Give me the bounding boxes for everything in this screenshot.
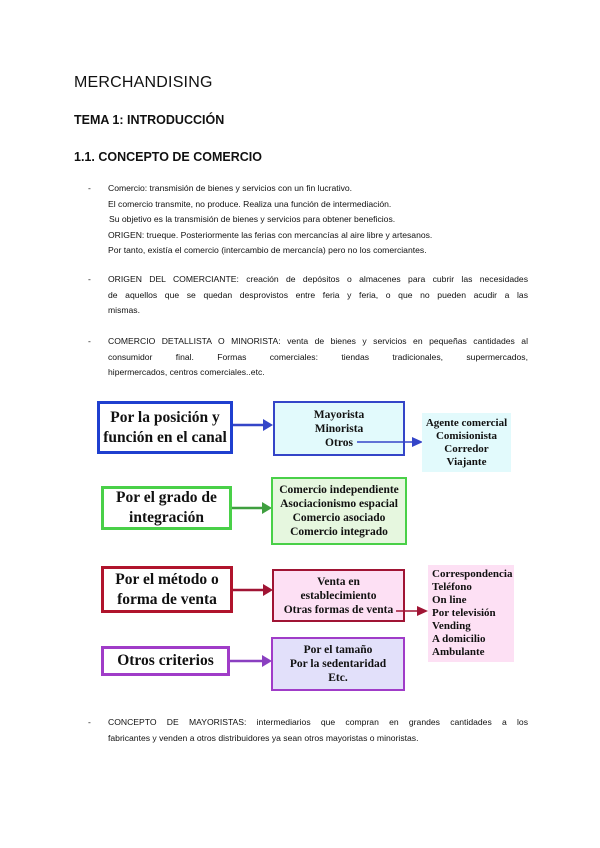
bullet-mayoristas xyxy=(88,715,528,746)
bullet-line: mismas. xyxy=(108,305,140,316)
type-item: Comercio integrado xyxy=(290,526,388,538)
bullet-line: CONCEPTO DE MAYORISTAS: intermediarios que compran en grandes cantidades a los xyxy=(108,717,528,727)
category-label: forma de venta xyxy=(117,590,217,608)
category-label: Por el método o xyxy=(115,570,219,588)
type-item: Por la sedentaridad xyxy=(289,658,387,670)
arrow-row2 xyxy=(232,501,272,515)
arrow-row4 xyxy=(230,654,272,668)
category-label: Por la posición y xyxy=(110,408,220,426)
category-box-sales-method xyxy=(101,566,233,613)
type-item: Mayorista xyxy=(313,408,365,421)
category-label: integración xyxy=(129,509,204,526)
type-item: Asociacionismo espacial xyxy=(280,498,398,510)
subtypes-box-agents xyxy=(422,413,511,472)
subtype-item: Viajante xyxy=(446,455,487,468)
types-box-integration xyxy=(271,477,407,545)
arrow-row1 xyxy=(233,418,273,432)
subtype-item: Correspondencia xyxy=(432,568,513,580)
document-title: MERCHANDISING xyxy=(74,74,213,91)
subtype-item: Por televisión xyxy=(432,607,496,619)
type-item: Por el tamaño xyxy=(303,644,373,656)
type-item: Otros xyxy=(325,436,353,449)
bullet-line: ORIGEN DEL COMERCIANTE: creación de depósitos o almacenes para cubrir las necesidades xyxy=(108,274,528,284)
arrow-otros xyxy=(357,436,423,448)
type-item: Comercio independiente xyxy=(279,484,399,496)
section-heading: 1.1. CONCEPTO DE COMERCIO xyxy=(74,150,262,164)
category-box-integration xyxy=(101,486,232,530)
category-box-other-criteria xyxy=(101,646,230,676)
bullet-line: Por tanto, existía el comercio (intercambio de mercancía) pero no los comerciantes. xyxy=(108,245,427,256)
topic-heading: TEMA 1: INTRODUCCIÓN xyxy=(74,113,225,127)
types-box-other-criteria xyxy=(271,637,405,691)
type-item: Otras formas de venta xyxy=(283,603,394,616)
bullet-line: Su objetivo es la transmisión de bienes y servicios para obtener beneficios. xyxy=(109,214,396,225)
subtype-item: On line xyxy=(432,594,467,606)
type-item: Minorista xyxy=(314,422,364,435)
subtype-item: A domicilio xyxy=(432,633,486,645)
bullet-dash: - xyxy=(88,274,91,284)
bullet-line: de aquellos que se quedan desprovistos entre feria y feria, o que no pueden acudir a las xyxy=(108,289,528,300)
bullet-line: Comercio: transmisión de bienes y servicios con un fin lucrativo. xyxy=(108,183,353,193)
bullet-dash: - xyxy=(88,183,91,193)
subtypes-box-remote-sales xyxy=(428,565,514,662)
type-item: Etc. xyxy=(328,672,348,684)
arrow-row3 xyxy=(233,583,273,597)
bullet-line: ORIGEN: trueque. Posteriormente las ferias con mercancías al aire libre y artesanos. xyxy=(108,229,433,240)
subtype-item: Comisionista xyxy=(435,429,498,442)
bullet-line: hipermercados, centros comerciales..etc. xyxy=(108,367,265,378)
category-box-position xyxy=(97,401,233,454)
bullet-line: El comercio transmite, no produce. Realiza una función de intermediación. xyxy=(108,198,392,209)
bullet-line: fabricantes y venden a otros distribuidores ya sean otros mayoristas o minoristas. xyxy=(108,732,419,743)
category-label: Otros criterios xyxy=(117,652,214,669)
subtype-item: Agente comercial xyxy=(425,416,508,429)
type-item: Venta en xyxy=(317,575,360,588)
bullet-dash: - xyxy=(88,717,91,727)
type-item: Comercio asociado xyxy=(292,512,386,524)
subtype-item: Corredor xyxy=(444,442,489,455)
arrow-otras-formas xyxy=(396,605,428,617)
types-box-sales-method xyxy=(272,569,405,622)
bullet-line: COMERCIO DETALLISTA O MINORISTA: venta de bienes y servicios en pequeñas cantidades al xyxy=(108,336,528,346)
bullet-dash: - xyxy=(88,336,91,346)
subtype-item: Vending xyxy=(432,620,471,632)
type-item: establecimiento xyxy=(300,589,377,602)
category-label: función en el canal xyxy=(103,428,227,446)
category-label: Por el grado de xyxy=(116,489,217,506)
subtype-item: Teléfono xyxy=(432,581,472,593)
bullet-line: consumidor final. Formas comerciales: tiendas tradicionales, supermercados, xyxy=(108,351,528,362)
subtype-item: Ambulante xyxy=(432,646,485,658)
